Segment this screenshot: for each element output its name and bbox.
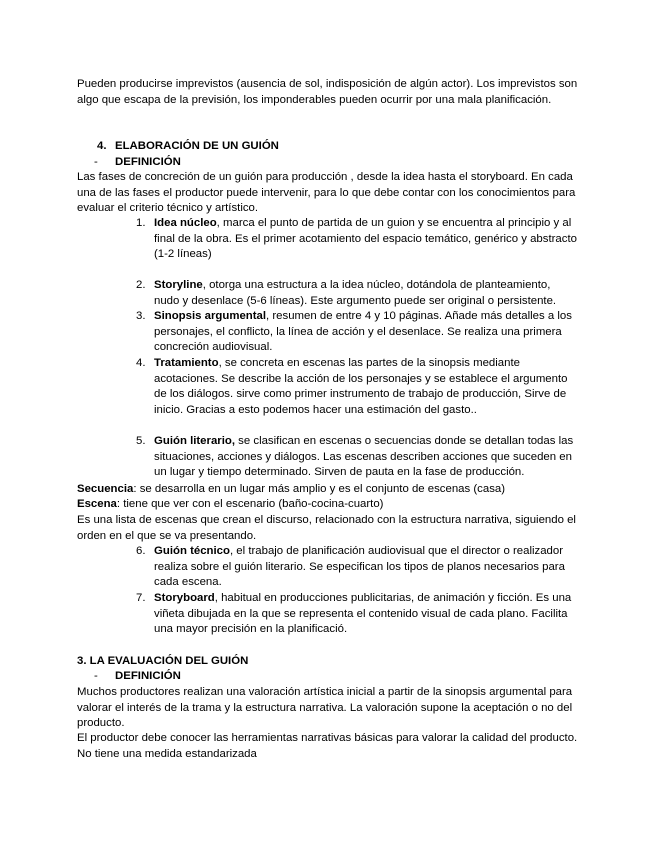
subheading-label: DEFINICIÓN (115, 156, 181, 168)
list-item: 2. Storyline, otorga una estructura a la idea núcleo, dotándola de planteamiento, nudo y desenlace (5-6 líneas). Este argumento puede ser original o persistente. (136, 279, 557, 307)
item-term: Guión literario, (154, 435, 236, 447)
item-term: Guión técnico (154, 545, 230, 557)
section-3-paragraph-2: El productor debe conocer las herramientas narrativas básicas para valorar la calidad del producto. No tiene una medida estandarizada (77, 732, 578, 760)
section-4-title: ELABORACIÓN DE UN GUIÓN (115, 140, 279, 152)
section-4-paragraph: Las fases de concreción de un guión para producción , desde la idea hasta el storyboard. En cada una de las fases el productor puede intervenir, para lo que debe contar con los conocimientos para evaluar el criterio técnico y artístico. (77, 171, 576, 215)
phases-list (127, 216, 577, 496)
intro-paragraph: Pueden producirse imprevistos (ausencia de sol, indisposición de algún actor). Los imprevistos son algo que escapa de la previsión, los imponderables pueden ocurrir por una mala planificación. (77, 78, 578, 106)
list-item: 1. Idea núcleo, marca el punto de partida de un guion y se encuentra al principio y al final de la obra. Es el primer acotamiento del espacio temático, genérico y abstracto (1-2 líneas) (136, 217, 577, 261)
escena-line (77, 497, 579, 513)
escena-text: : tiene que ver con el escenario (baño-cocina-cuarto) (116, 498, 384, 510)
section-4-number: 4. (97, 140, 107, 152)
item-text: , marca el punto de partida de un guion y se encuentra al principio y al final de la obra. Es el primer acotamiento del espacio temático, genérico y abstracto (1-2 líneas) (154, 217, 577, 261)
section-3-subheading (94, 669, 181, 685)
subheading-label: DEFINICIÓN (115, 670, 181, 682)
item-text: se clasifican en escenas o secuencias donde se detallan todas las situaciones, acciones y diálogos. Las escenas describen acciones que suceden en un lugar y tiempo determinado. Sirven de pauta en la fase de producción. (154, 435, 574, 479)
bullet-dash: - (94, 156, 98, 168)
bullet-dash: - (94, 670, 98, 682)
item-term: Tratamiento (154, 357, 219, 369)
section-4-heading (97, 139, 279, 155)
item-term: Storyboard (154, 592, 215, 604)
item-text: , resumen de entre 4 y 10 páginas. Añade más detalles a los personajes, el conflicto, la línea de acción y el desenlace. Se realiza una primera concreción audiovisual. (154, 310, 572, 354)
section-3-paragraph-1: Muchos productores realizan una valoración artística inicial a partir de la sinopsis argumental para valorar el interés de la trama y la estructura narrativa. La valoración supone la aceptación o no del producto. (77, 686, 573, 730)
item-term: Idea núcleo (154, 217, 217, 229)
item-term: Sinopsis argumental (154, 310, 267, 322)
section-3-heading: 3. LA EVALUACIÓN DEL GUIÓN (77, 655, 249, 667)
list-item: 4. Tratamiento, se concreta en escenas las partes de la sinopsis mediante acotaciones. Se describe la acción de los personajes y se establece el argumento de los diálogos. sirve como primer instrumento de trabajo de producción, Sirve de inicio. Gracias a esto podemos hacer una estimación del gasto.. (136, 357, 568, 416)
section-4-subheading (94, 155, 181, 171)
phases-list-continued (127, 544, 577, 638)
item-text: , habitual en producciones publicitarias, de animación y ficción. Es una viñeta dibujada en la que se representa el contenido visual de cada plano. Facilita una mayor precisión en la planificació. (154, 592, 572, 636)
escena-term: Escena (77, 498, 117, 510)
item-text: , otorga una estructura a la idea núcleo, dotándola de planteamiento, nudo y desenlace (5-6 líneas). Este argumento puede ser original o persistente. (154, 279, 557, 307)
list-item: 5. Guión literario, se clasifican en escenas o secuencias donde se detallan todas las situaciones, acciones y diálogos. Las escenas describen acciones que suceden en un lugar y tiempo determinado. Sirven de pauta en la fase de producción. (136, 435, 574, 479)
item-term: Storyline (154, 279, 203, 291)
list-item: 3. Sinopsis argumental, resumen de entre 4 y 10 páginas. Añade más detalles a los personajes, el conflicto, la línea de acción y el desenlace. Se realiza una primera concreción audiovisual. (136, 310, 572, 354)
list-item: 6. Guión técnico, el trabajo de planificación audiovisual que el director o realizador realiza sobre el guión literario. Se especifican los tipos de planos necesarios para cada escena. (136, 545, 565, 589)
secuencia-line (77, 482, 579, 498)
escena-paragraph: Es una lista de escenas que crean el discurso, relacionado con la estructura narrativa, siguiendo el orden en el que se va presentando. (77, 514, 576, 542)
item-text: , el trabajo de planificación audiovisual que el director o realizador realiza sobre el guión literario. Se especifican los tipos de planos necesarios para cada escena. (154, 545, 565, 589)
secuencia-text: : se desarrolla en un lugar más amplio y es el conjunto de escenas (casa) (133, 483, 506, 495)
secuencia-term: Secuencia (77, 483, 134, 495)
item-text: , se concreta en escenas las partes de la sinopsis mediante acotaciones. Se describe la acción de los personajes y se establece el argumento de los diálogos. sirve como primer instrumento de trabajo de producción, Sirve de inicio. Gracias a esto podemos hacer una estimación del gasto.. (154, 357, 568, 416)
list-item: 7. Storyboard, habitual en producciones publicitarias, de animación y ficción. Es una viñeta dibujada en la que se representa el contenido visual de cada plano. Facilita una mayor precisión en la planificació. (136, 592, 572, 636)
